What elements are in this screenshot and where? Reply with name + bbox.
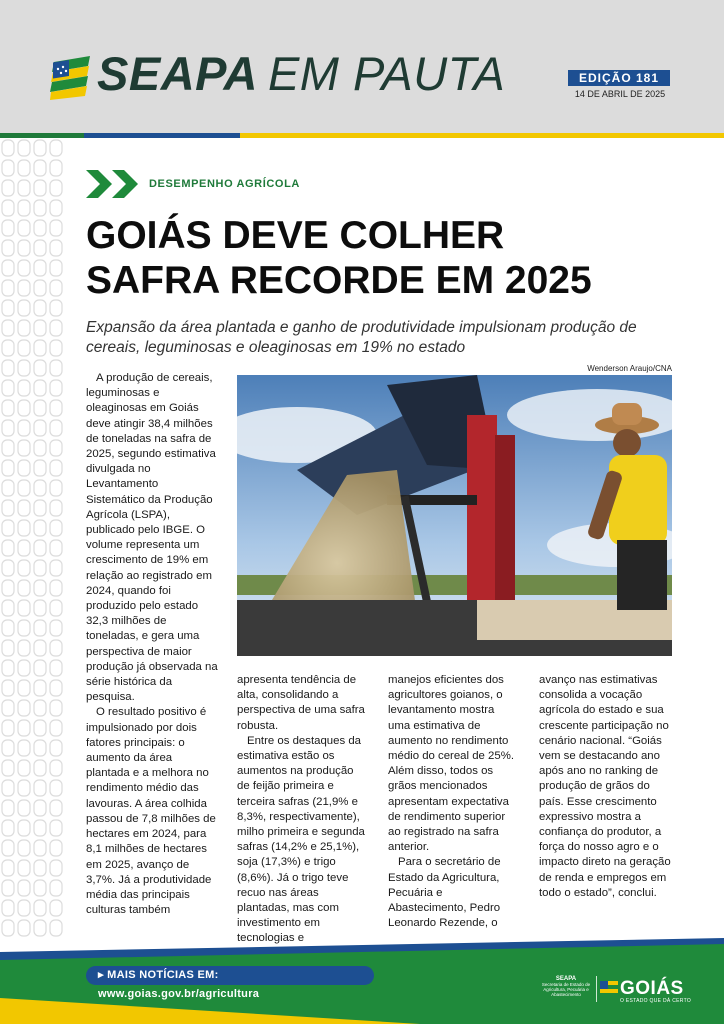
article-category: DESEMPENHO AGRÍCOLA <box>149 178 300 190</box>
brand-bold: SEAPA <box>97 47 258 100</box>
issue-date: 14 DE ABRIL DE 2025 <box>574 89 666 99</box>
article-paragraph: Entre os destaques da estimativa estão os aumentos na produção de feijão primeira e terceira safras (21,9% e 8,3%, respectivamente), milho primeira e segunda safras (14,2% e 25,1%), soja (17,3%) e trigo (8,6%). Já o trigo teve recuo nas áreas plantadas, mas com investimento em tecnologias e <box>237 734 365 945</box>
article-paragraph: Para o secretário de Estado da Agricultura, Pecuária e Abastecimento, Pedro Leonardo Rezende, o <box>388 856 501 930</box>
harvest-photo <box>237 375 672 656</box>
goias-logo-text: GOIÁS <box>620 978 684 999</box>
article-paragraph: apresenta tendência de alta, consolidando a perspectiva de uma safra robusta. <box>237 674 365 732</box>
article-paragraph: O resultado positivo é impulsionado por dois fatores principais: o aumento da área plantada e a melhora no rendimento médio das lavouras. A área colhida passou de 7,8 milhões de hectares em 2024, para 8,1 milhões de hectares em 2025, avanço de 3,7%. Já a produtividade média das principais culturas também <box>86 706 216 917</box>
article-paragraph: A produção de cereais, leguminosas e oleaginosas em Goiás deve atingir 38,4 milhões de toneladas na safra de 2025, segundo estimativa divulgada no Levantamento Sistemático da Produção Agrícola (LSPA), publicado pelo IBGE. O volume representa um crescimento de 19% em relação ao registrado em 2024, quando foi produzido pelo estado 32,3 milhões de toneladas, e gera uma perspectiva de maior produção já observada na série histórica da pesquisa. <box>86 372 218 704</box>
title-line-2: SAFRA RECORDE EM 2025 <box>86 259 592 302</box>
footer-divider <box>596 976 597 1002</box>
seapa-footer-label: SEAPA <box>555 976 577 982</box>
article-paragraph: avanço nas estimativas consolida a vocação agrícola do estado e sua crescente participação no cenário nacional. “Goiás vem se destacando ano após ano no ranking de produção de grãos do país. Esse crescimento expressivo mostra a confiança do produtor, a força do nosso agro e o impacto direto na geração de renda e empregos em todo o estado”, conclui. <box>539 674 671 899</box>
chevron-arrows-icon <box>86 170 140 198</box>
title-line-1: GOIÁS DEVE COLHER <box>86 214 505 257</box>
brand-light: EM PAUTA <box>267 47 506 100</box>
article-subtitle: Expansão da área plantada e ganho de produtividade impulsionam produção de cereais, leguminosas e oleaginosas em 19% no estado <box>86 319 637 356</box>
seapa-footer-logo <box>538 977 594 997</box>
article-paragraph: manejos eficientes dos agricultores goianos, o levantamento mostra uma estimativa de aumento no rendimento médio do cereal de 25%. Além disso, todos os grãos mencionados apresentam expectativa de rendimento superior ao registrado na safra anterior. <box>388 674 515 854</box>
goias-slogan: O ESTADO QUE DÁ CERTO <box>620 998 692 1004</box>
masthead-stripe <box>0 133 724 138</box>
edition-badge: EDIÇÃO 181 <box>568 70 670 86</box>
masthead-title <box>97 46 505 101</box>
more-news-link[interactable]: ▸ MAIS NOTÍCIAS EM: www.goias.gov.br/agricultura <box>86 966 374 985</box>
photo-credit: Wenderson Araujo/CNA <box>587 364 672 373</box>
seapa-footer-desc: Secretaria de Estado de Agricultura, Pecuária e Abastecimento <box>541 982 591 997</box>
decorative-pattern <box>0 138 64 938</box>
article-title <box>86 213 706 303</box>
goias-flag-logo-icon <box>50 54 92 100</box>
article-column-4 <box>539 673 671 901</box>
article-column-2 <box>237 673 367 947</box>
article-column-3 <box>388 673 518 931</box>
article-column-1 <box>86 371 218 918</box>
goias-flag-icon <box>600 981 618 1001</box>
